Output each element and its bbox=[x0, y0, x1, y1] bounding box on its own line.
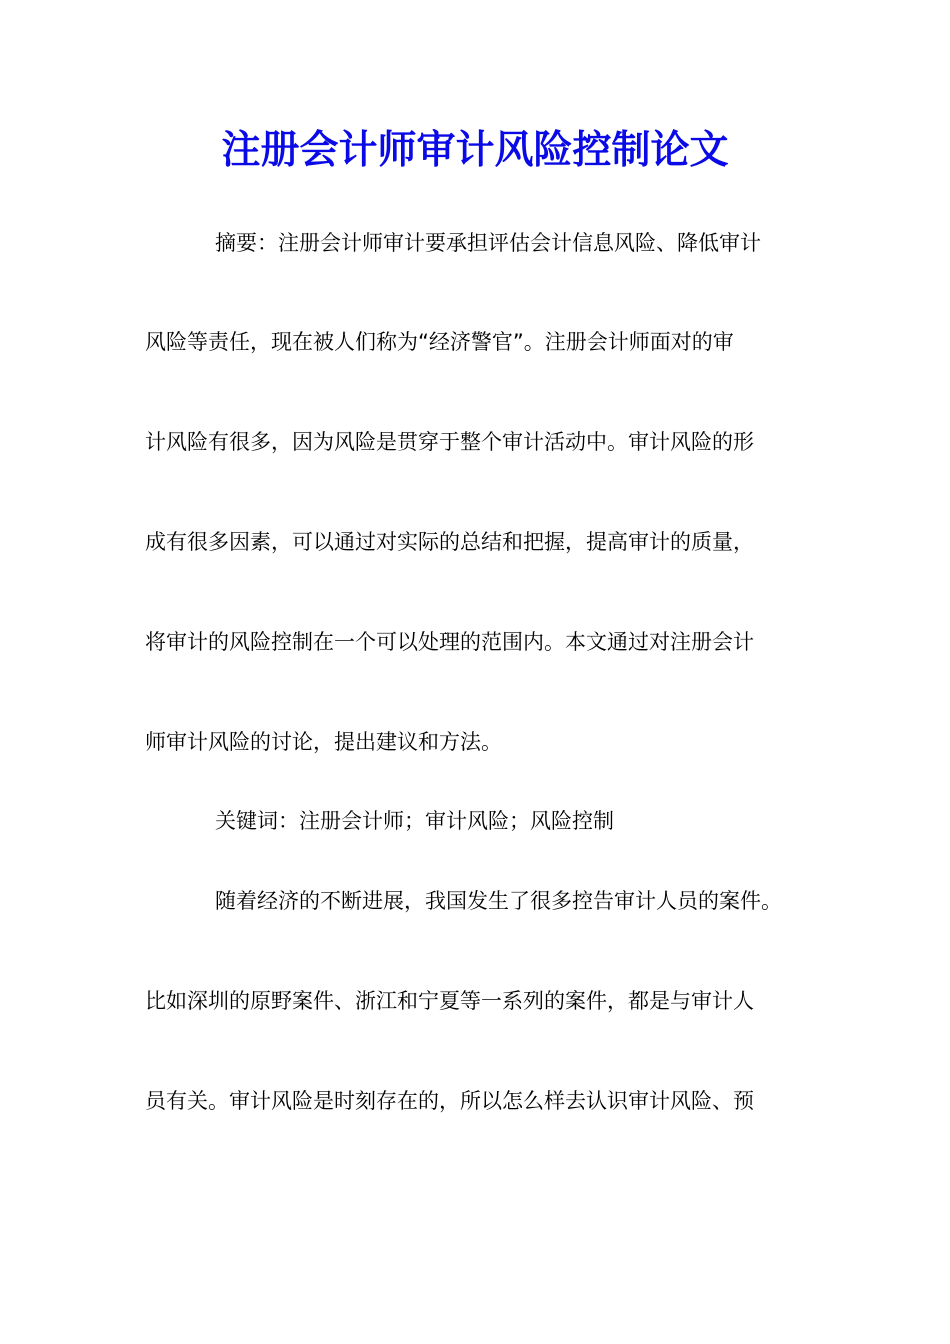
abstract-line: 计风险有很多，因为风险是贯穿于整个审计活动中。审计风险的形 bbox=[145, 430, 754, 454]
body-line: 比如深圳的原野案件、浙江和宁夏等一系列的案件，都是与审计人 bbox=[145, 989, 754, 1013]
keywords-line: 关键词：注册会计师；审计风险；风险控制 bbox=[215, 809, 614, 833]
body-line: 随着经济的不断进展，我国发生了很多控告审计人员的案件。 bbox=[215, 889, 782, 913]
abstract-line: 风险等责任，现在被人们称为“经济警官”。注册会计师面对的审 bbox=[145, 330, 734, 354]
abstract-line: 师审计风险的讨论，提出建议和方法。 bbox=[145, 730, 502, 754]
body-line: 员有关。审计风险是时刻存在的，所以怎么样去认识审计风险、预 bbox=[145, 1089, 754, 1113]
abstract-line: 成有很多因素，可以通过对实际的总结和把握，提高审计的质量， bbox=[145, 530, 754, 554]
abstract-line: 将审计的风险控制在一个可以处理的范围内。本文通过对注册会计 bbox=[145, 630, 754, 654]
abstract-line: 摘要：注册会计师审计要承担评估会计信息风险、降低审计 bbox=[215, 231, 761, 255]
document-title: 注册会计师审计风险控制论文 bbox=[221, 127, 729, 173]
